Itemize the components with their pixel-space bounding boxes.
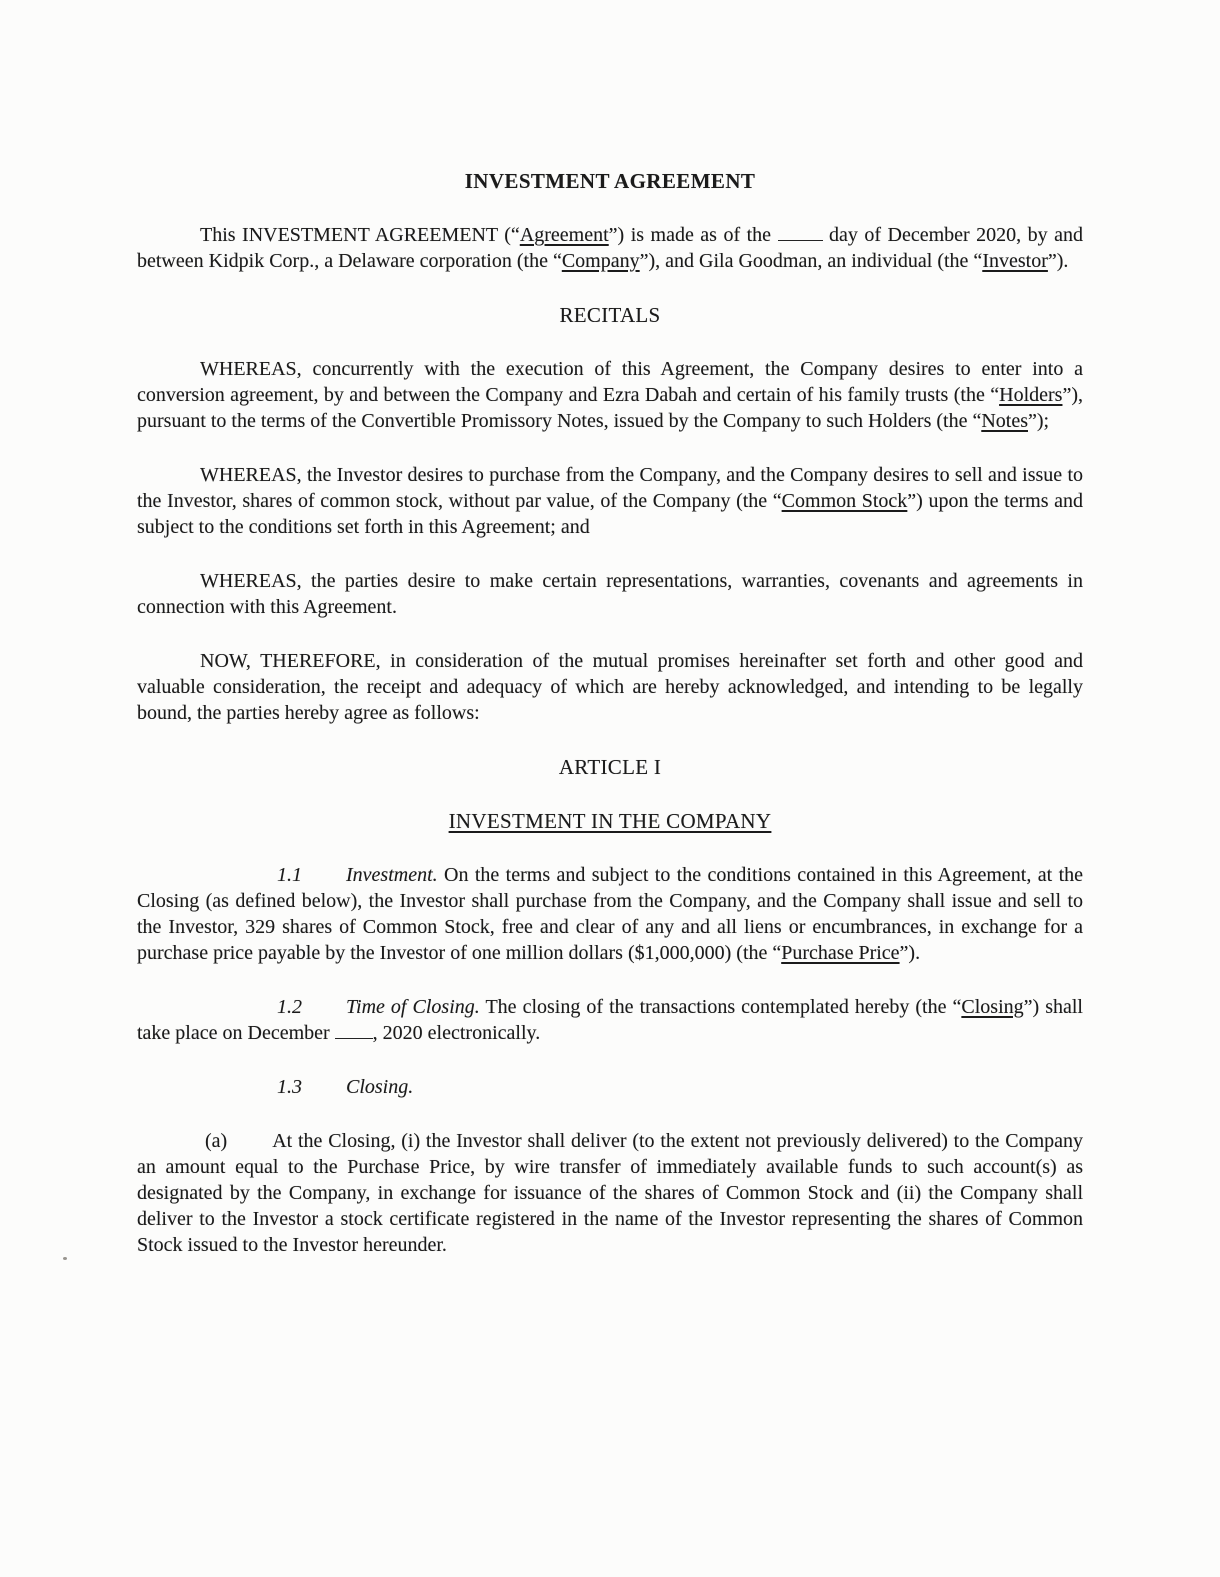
text-run: Closing. bbox=[346, 1076, 414, 1098]
text-run: day of December 2020, by and between Kidpik Corp., a Delaware corporation (the “ bbox=[137, 224, 1083, 272]
text-run: , 2020 electronically. bbox=[372, 1022, 541, 1044]
text-run: (a) bbox=[205, 1130, 228, 1152]
text-run: ”) shall take place on December bbox=[137, 996, 1083, 1044]
text-run: This INVESTMENT AGREEMENT (“ bbox=[200, 224, 520, 246]
document-title bbox=[137, 168, 1083, 194]
text-run: INVESTMENT IN THE COMPANY bbox=[448, 809, 772, 833]
paragraph-whereas-3 bbox=[137, 568, 1083, 620]
paragraph-whereas-2 bbox=[137, 462, 1083, 540]
heading-recitals bbox=[137, 302, 1083, 328]
paragraph-whereas-1 bbox=[137, 356, 1083, 434]
paragraph-section-1-1 bbox=[137, 862, 1083, 966]
text-run: 1.2 bbox=[277, 996, 302, 1018]
text-run: The closing of the transactions contemplated hereby (the “ bbox=[479, 996, 962, 1018]
text-run: Notes bbox=[981, 410, 1028, 432]
paragraph-section-1-2 bbox=[137, 994, 1083, 1046]
text-run: WHEREAS, concurrently with the execution of this Agreement, the Company desires to enter into a conversion agreement, by and between the Company and Ezra Dabah and certain of his family trusts (the “ bbox=[137, 358, 1083, 406]
text-run: ”). bbox=[899, 942, 921, 964]
text-run: ARTICLE I bbox=[558, 755, 662, 779]
paragraph-now-therefore bbox=[137, 648, 1083, 726]
text-run: 1.1 bbox=[277, 864, 302, 886]
heading-investment-in-the-company bbox=[137, 808, 1083, 834]
text-run: ”) upon the terms and subject to the conditions set forth in this Agreement; and bbox=[137, 490, 1083, 538]
text-run: ”), pursuant to the terms of the Convertible Promissory Notes, issued by the Company to such Holders (the “ bbox=[137, 384, 1083, 432]
blank-fill-in-line bbox=[778, 222, 823, 241]
text-run: WHEREAS, the Investor desires to purchase from the Company, and the Company desires to sell and issue to the Investor, shares of common stock, without par value, of the Company (the “ bbox=[137, 464, 1083, 512]
text-run: ”) is made as of the bbox=[608, 224, 778, 246]
scan-speck-artifact bbox=[63, 1257, 67, 1260]
text-run: Holders bbox=[999, 384, 1063, 406]
text-run: Agreement bbox=[519, 224, 609, 246]
text-run: Investment. bbox=[346, 864, 438, 886]
paragraph-section-1-3 bbox=[137, 1074, 1083, 1100]
text-run: INVESTMENT AGREEMENT bbox=[464, 169, 756, 193]
paragraph-intro bbox=[137, 222, 1083, 274]
text-run: 1.3 bbox=[277, 1076, 302, 1098]
blank-fill-in-line bbox=[335, 1020, 373, 1039]
text-run: Purchase Price bbox=[781, 942, 900, 964]
text-run: ”), and Gila Goodman, an individual (the “ bbox=[639, 250, 983, 272]
text-run: Closing bbox=[961, 996, 1024, 1018]
text-run: At the Closing, (i) the Investor shall deliver (to the extent not previously delivered) to the Company an amount equal to the Purchase Price, by wire transfer of immediately available funds to such account(s) as designated by the Company, in exchange for issuance of the shares of Common Stock and (ii) the Company shall deliver to the Investor a stock certificate registered in the name of the Investor representing the shares of Common Stock issued to the Investor hereunder. bbox=[137, 1130, 1083, 1256]
heading-article-1 bbox=[137, 754, 1083, 780]
text-run: ”). bbox=[1047, 250, 1069, 272]
document-content bbox=[137, 168, 1083, 1286]
paragraph-section-1-3-a bbox=[137, 1128, 1083, 1258]
text-run: Investor bbox=[982, 250, 1048, 272]
text-run: Company bbox=[561, 250, 640, 272]
text-run: ”); bbox=[1028, 410, 1050, 432]
text-run: Time of Closing. bbox=[346, 996, 480, 1018]
text-run: NOW, THEREFORE, in consideration of the mutual promises hereinafter set forth and other good and valuable consideration, the receipt and adequacy of which are hereby acknowledged, and intending to be legally bound, the parties hereby agree as follows: bbox=[137, 650, 1083, 724]
text-run: On the terms and subject to the conditions contained in this Agreement, at the Closing (as defined below), the Investor shall purchase from the Company, and the Company shall issue and sell to the Investor, 329 shares of Common Stock, free and clear of any and all liens or encumbrances, in exchange for a purchase price payable by the Investor of one million dollars ($1,000,000) (the “ bbox=[137, 864, 1083, 964]
text-run: WHEREAS, the parties desire to make certain representations, warranties, covenants and agreements in connection with this Agreement. bbox=[137, 570, 1083, 618]
text-run: RECITALS bbox=[559, 303, 661, 327]
text-run: Common Stock bbox=[781, 490, 908, 512]
